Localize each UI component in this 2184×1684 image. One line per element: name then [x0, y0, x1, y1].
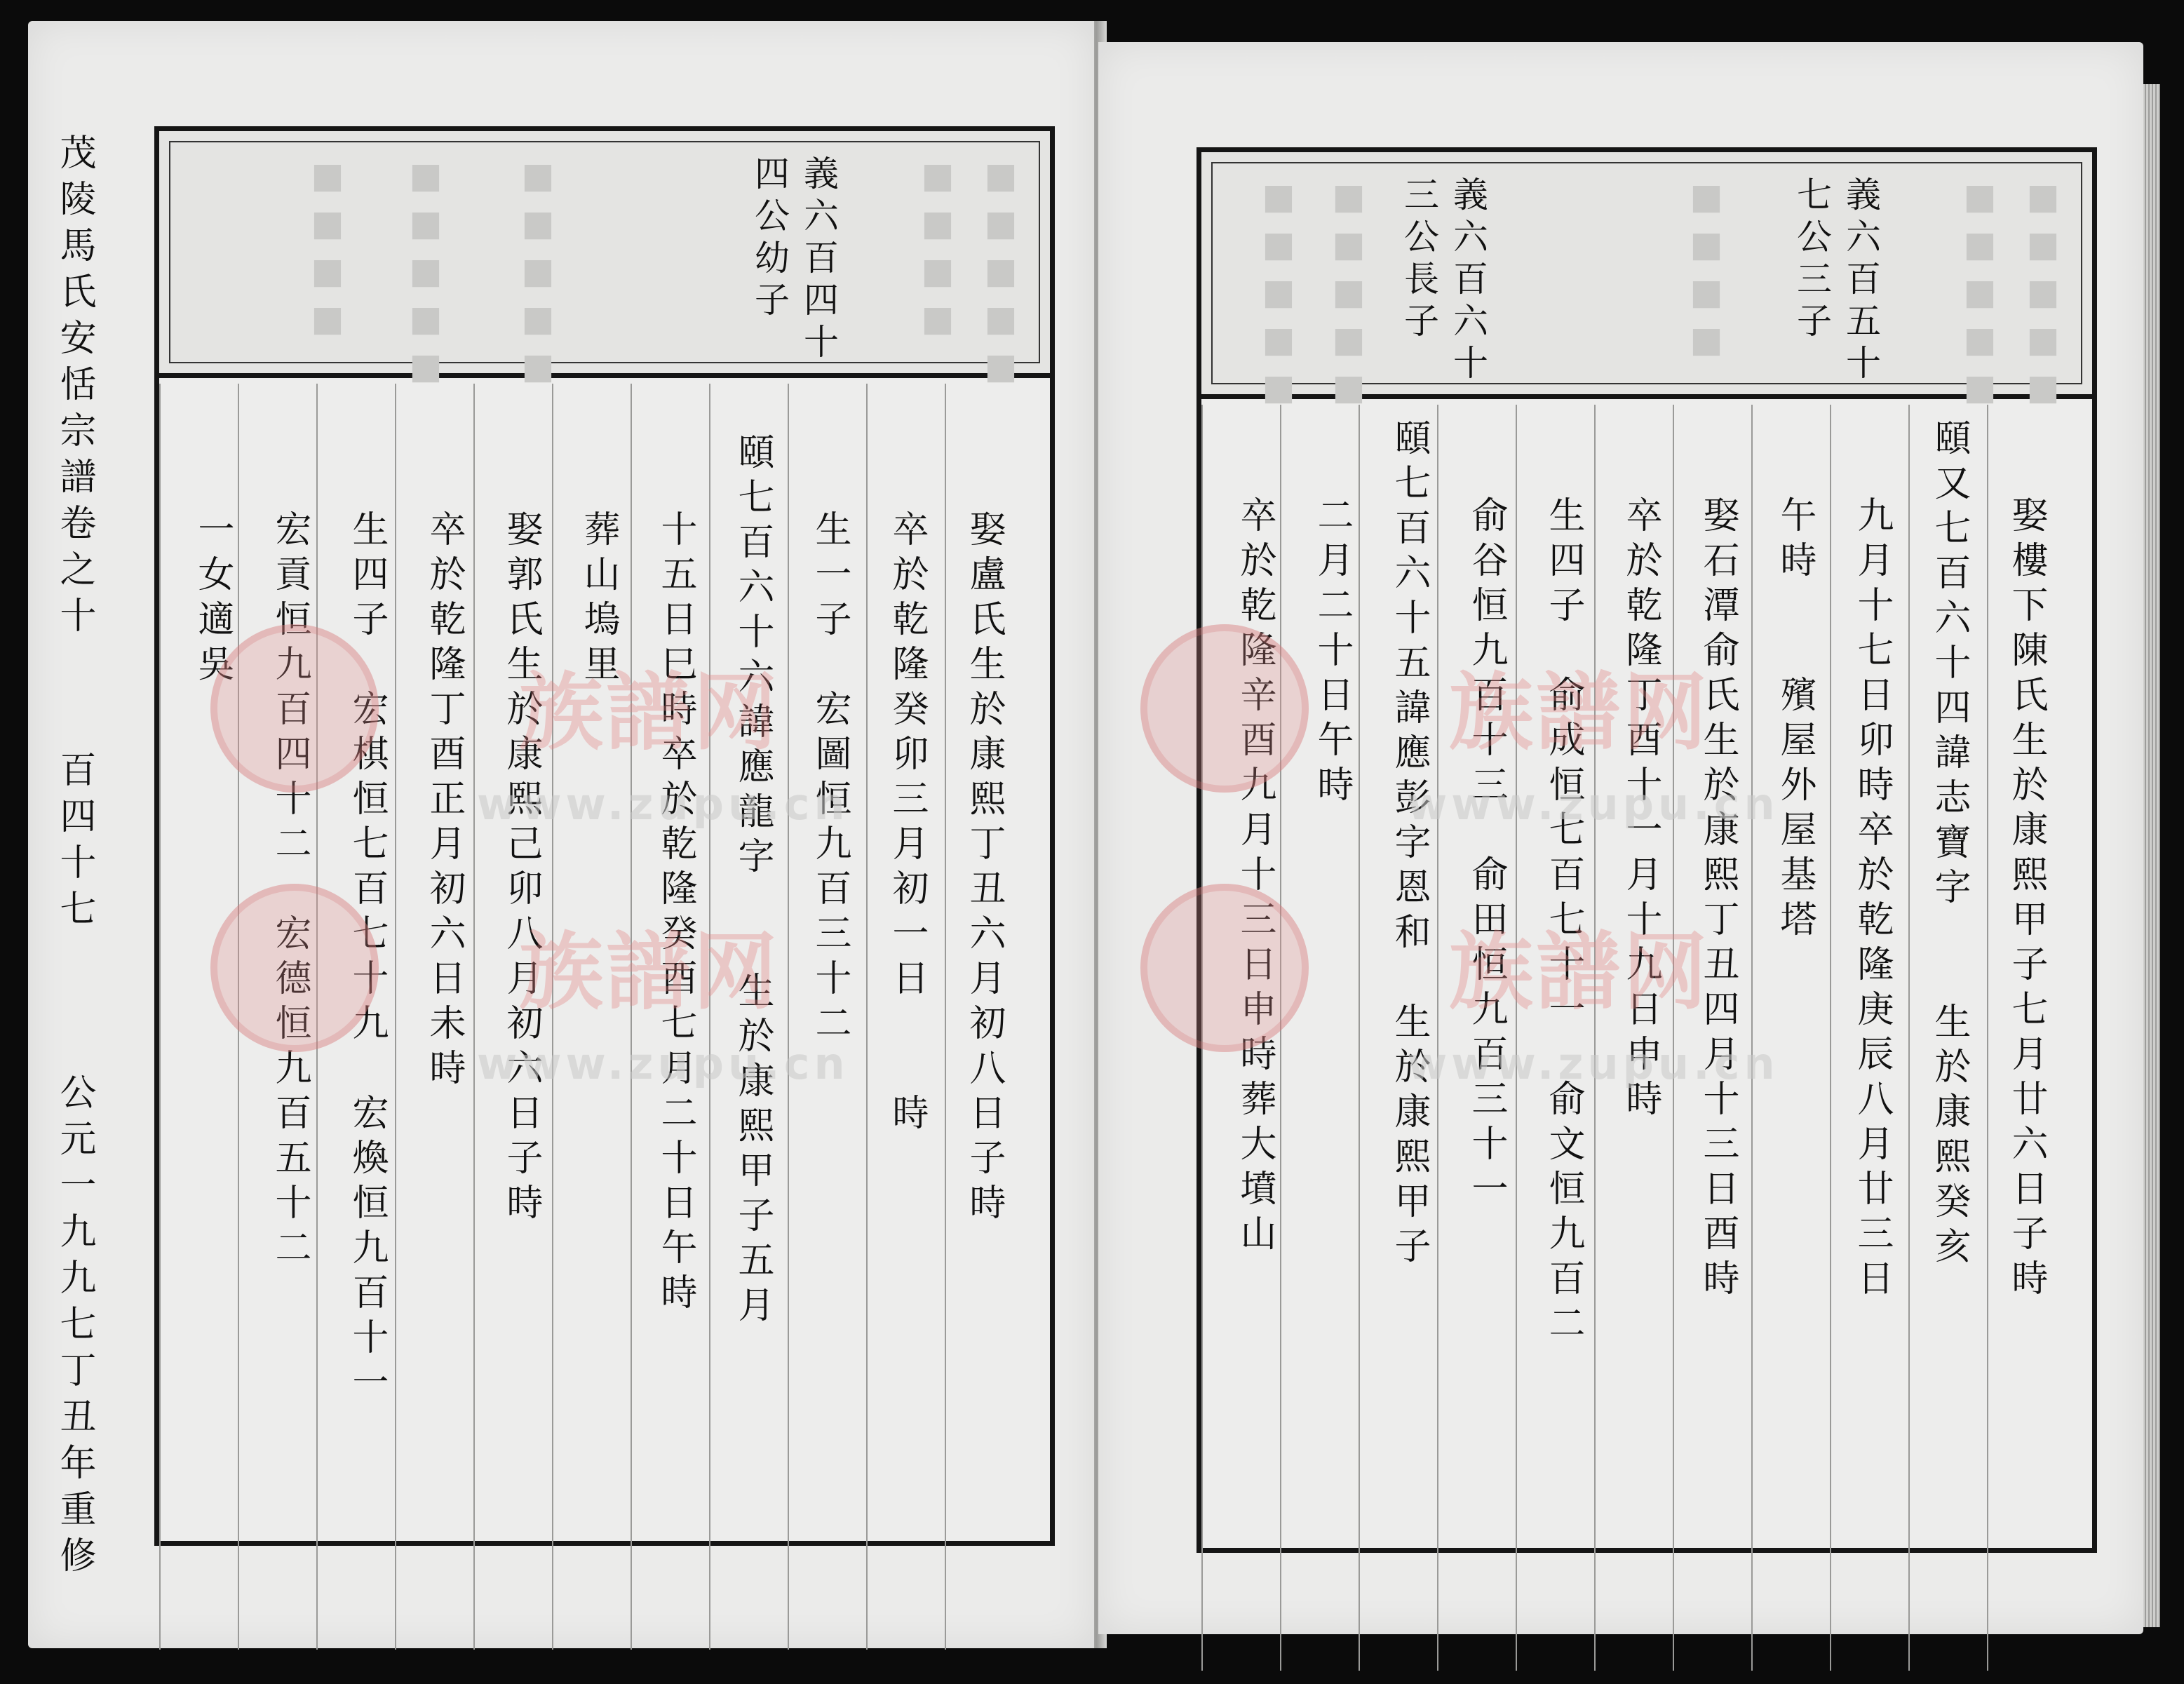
right-column-7: 生四子 俞成恒七百七十一 俞文恒九百二 [1542, 496, 1584, 1349]
left-column-3: 生一子 宏圖恒九百三十二 [809, 510, 851, 1049]
left-column-4: 頤七百六十六諱應龍字 生於康熙甲子五月 [732, 433, 774, 1331]
watermark-seal [210, 624, 379, 793]
edition-note: 公元一九九七丁丑年重修 [53, 1073, 95, 1582]
watermark-url: www.zupu.cn [477, 779, 849, 830]
right-column-3: 九月十七日卯時卒於乾隆庚辰八月廿三日 [1851, 496, 1893, 1304]
right-column-4: 午時 殯屋外屋基塔 [1774, 496, 1816, 945]
right-column-10: 二月二十日午時 [1311, 496, 1353, 810]
left-column-9: 生四子 宏棋恒七百七十九 宏煥恒九百十一 [346, 510, 388, 1408]
left-column-1: 娶盧氏生於康熙丁丑六月初八日子時 [963, 510, 1005, 1228]
watermark-brand: 族譜网 [519, 664, 780, 762]
watermark-seal [1140, 884, 1309, 1052]
left-column-8: 卒於乾隆丁酉正月初六日未時 [423, 510, 465, 1093]
watermark-seal [210, 884, 379, 1052]
right-header-entry-2-line1: 義六百六十 [1448, 176, 1488, 386]
left-column-11: 一女適吳 [191, 510, 234, 689]
left-page [28, 21, 1094, 1648]
left-column-10: 宏貢恒九百四十二 宏德恒九百五十二 [269, 510, 311, 1273]
book-title: 茂陵馬氏安恬宗譜卷之十 [53, 133, 95, 642]
watermark-url: www.zupu.cn [1407, 779, 1779, 830]
left-header-entry-line1: 義六百四十 [798, 155, 839, 365]
right-column-11: 卒於乾隆辛酉九月十三日申時葬大墳山 [1234, 496, 1276, 1259]
right-column-1: 娶樓下陳氏生於康熙甲子七月廿六日子時 [2005, 496, 2047, 1304]
right-header-entry-1-line2: 七公三子 [1791, 176, 1832, 344]
right-page [1098, 42, 2143, 1634]
right-header-entry-2-line2: 三公長子 [1398, 176, 1439, 344]
right-header: ■■■■■ ■■■■■ 義六百六十 三公長子 ■■■■ 義六百五十 七公三子 ■■■■■ ■■■■■ [1201, 152, 2092, 399]
left-column-7: 娶郭氏生於康熙己卯八月初六日子時 [500, 510, 542, 1228]
right-column-2: 頤又七百六十四諱志寶字 生於康熙癸亥 [1928, 419, 1970, 1272]
watermark-url: www.zupu.cn [477, 1038, 849, 1089]
watermark-brand: 族譜网 [1449, 664, 1710, 762]
right-column-8: 俞谷恒九百十三 俞田恒九百三十一 [1465, 496, 1507, 1214]
right-column-6: 卒於乾隆丁酉十一月十九日申時 [1619, 496, 1661, 1124]
right-column-9: 頤七百六十五諱應彭字恩和 生於康熙甲子 [1388, 419, 1430, 1272]
right-frame [1197, 147, 2097, 1553]
left-column-6: 葬山塢里 [577, 510, 619, 689]
page-number: 百四十七 [53, 750, 95, 936]
watermark-brand: 族譜网 [519, 924, 780, 1021]
left-header-entry-line2: 四公幼子 [749, 155, 790, 323]
right-header-entry-1-line1: 義六百五十 [1840, 176, 1881, 386]
left-column-5: 十五日巳時卒於乾隆癸酉七月二十日午時 [654, 510, 696, 1318]
watermark-url: www.zupu.cn [1407, 1038, 1779, 1089]
left-column-2: 卒於乾隆癸卯三月初一日 時 [886, 510, 928, 1138]
watermark-seal [1140, 624, 1309, 793]
left-header: ■■■■ ■■■■■ ■■■■■ 義六百四十 四公幼子 ■■■■ ■■■■■ [159, 131, 1050, 378]
left-frame [154, 126, 1055, 1546]
right-column-5: 娶石潭俞氏生於康熙丁丑四月十三日酉時 [1697, 496, 1739, 1304]
watermark-brand: 族譜网 [1449, 924, 1710, 1021]
